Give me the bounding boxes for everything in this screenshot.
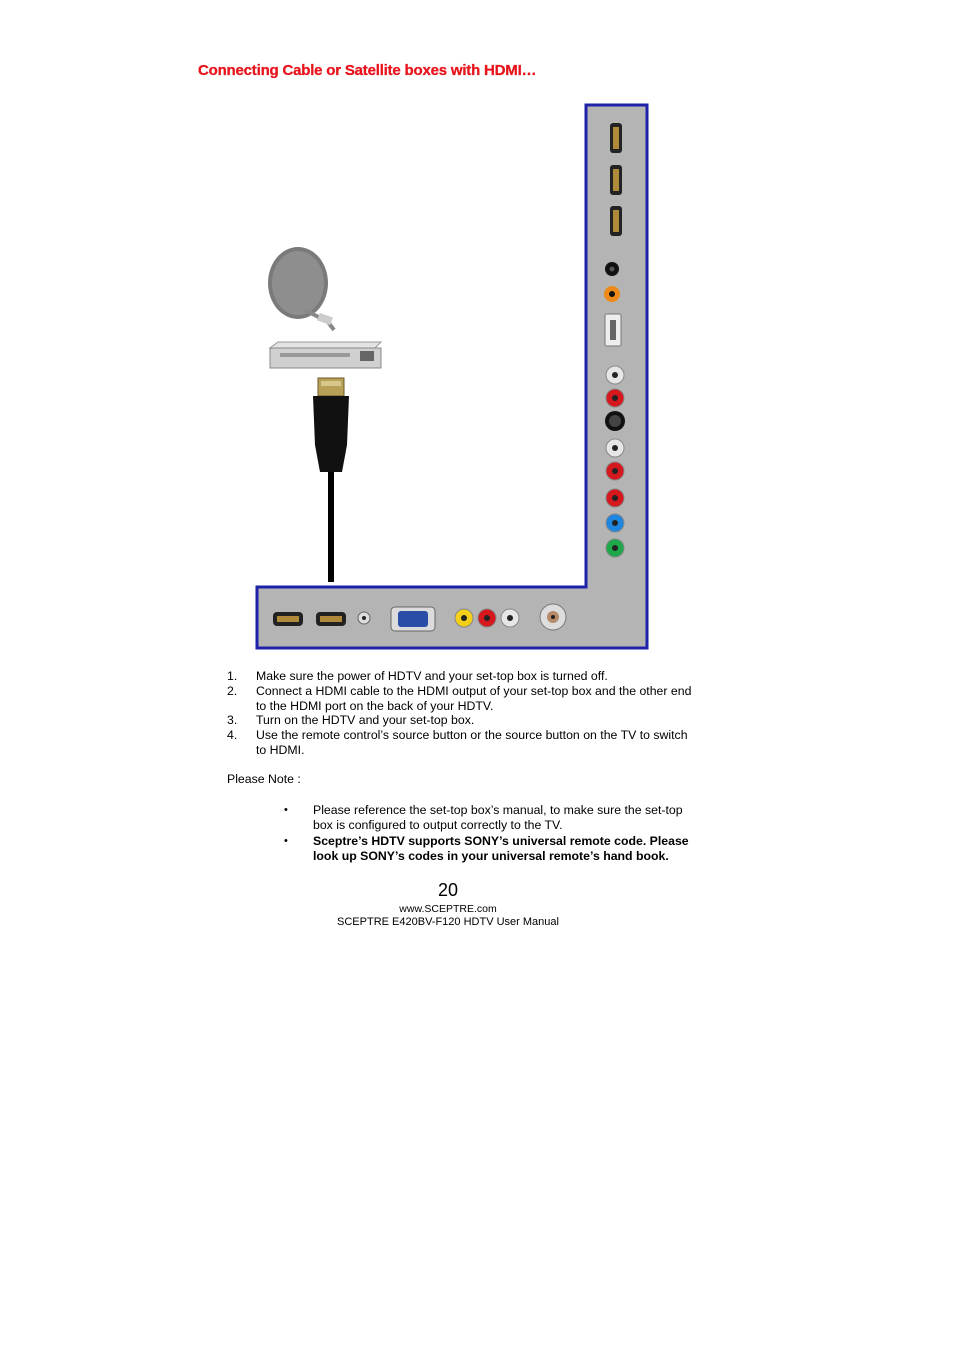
usb-port [605, 314, 621, 346]
instruction-steps [227, 669, 697, 758]
step-number: 1. [227, 669, 238, 683]
vga-port [391, 607, 435, 631]
bottom-hdmi-port [316, 612, 346, 626]
hdmi-cable [313, 378, 349, 582]
footer-manual-title: SCEPTRE E420BV-F120 HDTV User Manual [337, 916, 559, 928]
bullet-icon: • [284, 835, 288, 847]
step-text: Turn on the HDTV and your set-top box. [256, 713, 475, 728]
section-heading: Connecting Cable or Satellite boxes with HDMI… [198, 62, 537, 79]
list-item [284, 803, 704, 833]
rca-jack-green [606, 539, 624, 557]
connection-diagram [250, 100, 655, 655]
footer-url: www.SCEPTRE.com [399, 903, 497, 915]
note-text: Sceptre’s HDTV supports SONY’s universal remote code. Please look up SONY’s codes in your universal remote’s hand book. [313, 834, 689, 863]
list-item [227, 669, 697, 684]
audio-jack [358, 612, 370, 624]
rca-jack-yellow [455, 609, 473, 627]
notes-list [284, 803, 704, 864]
step-text: Connect a HDMI cable to the HDMI output of your set-top box and the other end to the HDMI port on the back of your HDTV. [256, 683, 692, 713]
step-text: Make sure the power of HDTV and your set-top box is turned off. [256, 669, 608, 683]
bullet-icon: • [284, 804, 288, 816]
satellite-dish-icon [268, 247, 334, 330]
rca-jack-white [501, 609, 519, 627]
s-video-port [605, 411, 625, 431]
side-hdmi-port [610, 165, 622, 195]
rca-jack-white [606, 439, 624, 457]
list-item [284, 834, 704, 864]
list-item [227, 728, 697, 758]
rca-jack-red [606, 462, 624, 480]
rca-jack-red [606, 389, 624, 407]
rca-jack-red [606, 489, 624, 507]
rca-jack-red [478, 609, 496, 627]
side-hdmi-port [610, 206, 622, 236]
side-hdmi-port [610, 123, 622, 153]
note-label: Please Note : [227, 772, 301, 786]
page-number: 20 [437, 880, 459, 900]
step-number: 3. [227, 713, 238, 728]
list-item [227, 684, 697, 714]
step-number: 2. [227, 683, 238, 698]
step-text: Use the remote control’s source button or the source button on the TV to switch to HDMI. [256, 728, 688, 757]
rca-jack-blue [606, 514, 624, 532]
tv-rear-panel [257, 105, 647, 648]
set-top-box-icon [270, 342, 381, 368]
note-text: Please reference the set-top box’s manual, to make sure the set-top box is configured to output correctly to the TV. [313, 803, 683, 832]
bottom-hdmi-port [273, 612, 303, 626]
step-number: 4. [227, 728, 238, 743]
list-item [227, 713, 697, 728]
antenna-port [540, 604, 566, 630]
rca-jack-white [606, 366, 624, 384]
